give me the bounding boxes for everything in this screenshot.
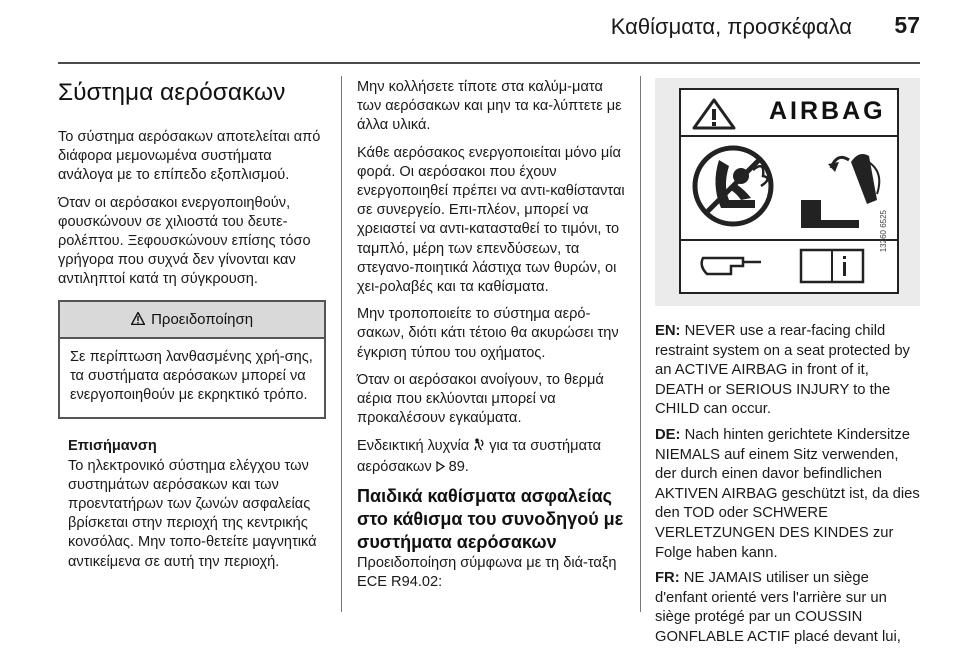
paragraph: Το σύστημα αερόσακων αποτελείται από διάφορα μεμονωμένα συστήματα ανάλογα με το επίπεδο εξοπλισμού. [58, 129, 321, 184]
airbag-warning-label-image [655, 78, 920, 306]
warning-title: Προειδοποίηση [151, 310, 254, 328]
paragraph: Κάθε αερόσακος ενεργοποιείται μόνο μία φορά. Οι αερόσακοι που έχουν ενεργοποιηθεί πρέπει να αντι-καθίστανται σε συνεργείο. Επι-πλέον, μπορεί να χρειαστεί να αντι-κατασταθεί το τιμόνι, το ταμπλό, μέρη των επενδύσεων, τα στεγανο-ποιητικά λάστιχα των θυρών, οι χει-ρολαβές και τα καθίσματα. [357, 144, 625, 296]
warning-box [58, 300, 326, 420]
chapter-title: Καθίσματα, προσκέφαλα [610, 14, 852, 39]
column-middle [357, 78, 625, 600]
header-rule [58, 62, 920, 64]
lang-code-en: EN: [655, 323, 681, 339]
airbag-person-icon [473, 437, 489, 453]
column-divider-right [640, 76, 641, 612]
paragraph: Μην τροποποιείτε το σύστημα αερό-σακων, διότι κάτι τέτοιο θα ακυρώσει την έγκριση τύπου του οχήματος. [357, 306, 619, 361]
indicator-paragraph [357, 436, 625, 476]
label-code: 13260 6525 [878, 209, 888, 252]
paragraph: Όταν οι αερόσακοι ανοίγουν, το θερμά αέρια που εκλύονται μπορεί να προκαλέσουν εγκαύματα. [357, 371, 604, 427]
en-text: NEVER use a rear-facing child restraint system on a seat protected by an ACTIVE AIRBAG in front of it, DEATH or SERIOUS INJURY to the CHILD can occur. [655, 323, 910, 418]
warning-header [60, 302, 324, 339]
page-number: 57 [894, 12, 920, 38]
en-warning [655, 322, 920, 420]
fr-warning [655, 569, 920, 647]
indicator-mid: για τα συστήματα αερόσακων [357, 438, 602, 475]
warning-triangle-icon [131, 311, 149, 328]
paragraph: Μην κολλήσετε τίποτε στα καλύμ-ματα των αερόσακων και μην τα κα-λύπτετε με άλλα υλικά. [357, 79, 622, 134]
airbag-word: AIRBAG [769, 97, 886, 125]
de-warning [655, 426, 920, 563]
arrow-ref-icon [436, 458, 449, 474]
section-heading: Σύστημα αερόσακων [58, 79, 286, 106]
note-title: Επισήμανση [68, 438, 157, 455]
column-right [655, 78, 920, 654]
paragraph: Όταν οι αερόσακοι ενεργοποιηθούν, φουσκώνουν σε χιλιοστά του δευτε-ρολέπτου. Ξεφουσκώνουν επίσης τόσο γρήγορα που συχνά δεν γίνονται καν αντιληπτοί κατά τη σύγκρουση. [58, 194, 311, 288]
page-header [0, 0, 960, 68]
de-text: Nach hinten gerichtete Kindersitze NIEMALS auf einem Sitz verwenden, der durch einen davor befindlichen AKTIVEN AIRBAG geschützt ist, da dies den TOD oder SCHWERE VERLETZUNGEN DES KINDES zur Folge haben kann. [655, 426, 920, 561]
subsection-heading: Παιδικά καθίσματα ασφαλείας στο κάθισμα του συνοδηγού με συστήματα αερόσακων [357, 485, 624, 552]
fr-text: NE JAMAIS utiliser un siège d'enfant orienté vers l'arrière sur un siège protégé par un COUSSIN GONFLABLE ACTIF placé devant lui, [655, 570, 901, 645]
page-reference-link[interactable]: 89. [448, 458, 469, 475]
lang-code-de: DE: [655, 426, 681, 443]
column-divider-left [341, 76, 342, 612]
warning-text: Σε περίπτωση λανθασμένης χρή-σης, τα συστήματα αερόσακων μπορεί να ενεργοποιηθούν με εκρηκτικό τρόπο. [70, 348, 313, 404]
airbag-label [679, 88, 899, 294]
lang-code-fr: FR: [655, 570, 680, 587]
note-text: Το ηλεκτρονικό σύστημα ελέγχου των συστημάτων αερόσακων και των προεντατήρων των ζωνών ασφαλείας βρίσκεται στην περιοχή της κεντρικής κονσόλας. Μην τοπο-θετείτε μαγνητικά αντικείμενα σε αυτή την περιοχή. [68, 457, 317, 570]
column-left [58, 78, 326, 572]
indicator-prefix: Ενδεικτική λυχνία [357, 438, 470, 455]
paragraph: Προειδοποίηση σύμφωνα με τη διά-ταξη ECE R94.02: [357, 554, 617, 591]
